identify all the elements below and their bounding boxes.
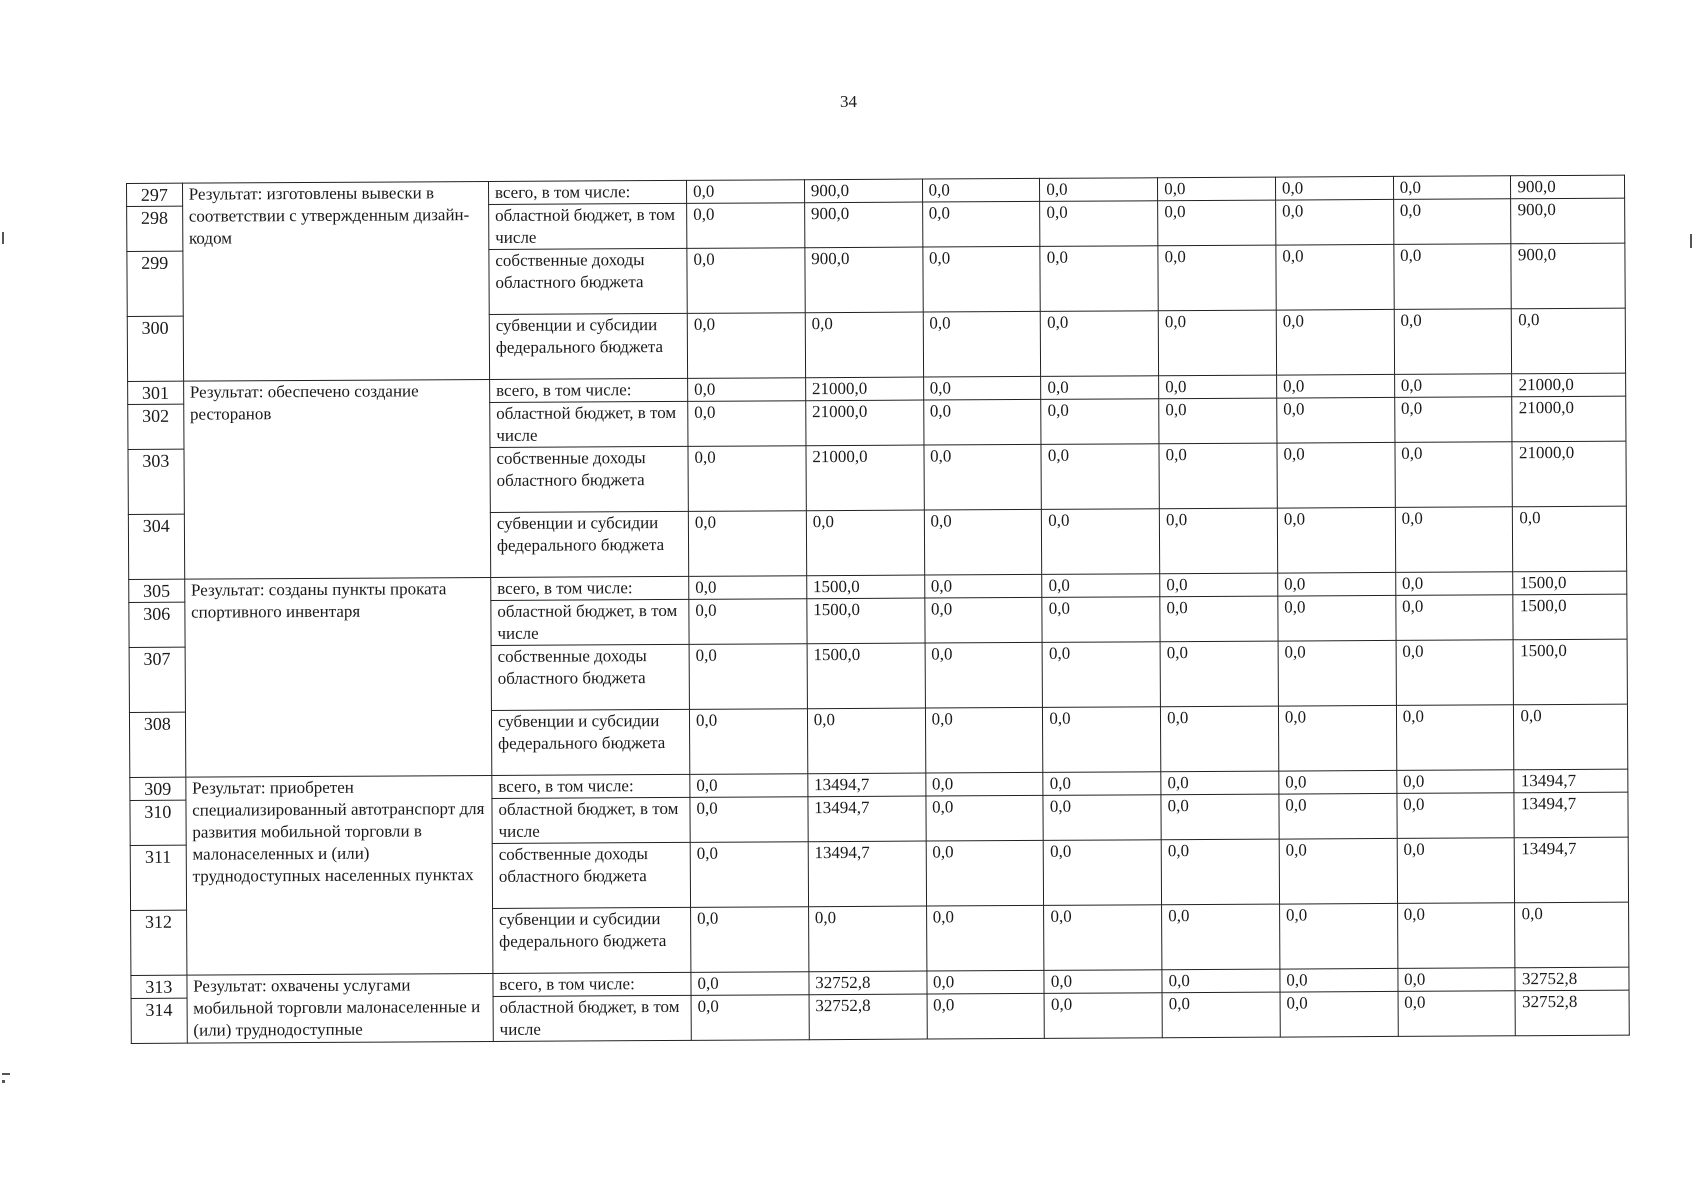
amount-cell: 0,0 bbox=[1397, 903, 1515, 969]
amount-cell: 21000,0 bbox=[1512, 373, 1626, 397]
amount-cell: 1500,0 bbox=[1513, 594, 1627, 640]
amount-cell: 0,0 bbox=[1277, 442, 1395, 508]
amount-cell: 32752,8 bbox=[1515, 967, 1629, 991]
row-number: 301 bbox=[128, 381, 184, 404]
amount-cell: 0,0 bbox=[807, 708, 925, 774]
amount-cell: 0,0 bbox=[1044, 840, 1162, 906]
amount-cell: 13494,7 bbox=[808, 841, 926, 907]
amount-cell: 0,0 bbox=[1396, 770, 1514, 794]
amount-cell: 0,0 bbox=[1161, 706, 1279, 772]
row-number: 310 bbox=[130, 800, 186, 845]
funding-source: всего, в том числе: bbox=[493, 972, 691, 996]
row-number: 298 bbox=[127, 206, 183, 251]
amount-cell: 32752,8 bbox=[809, 994, 927, 1040]
amount-cell: 0,0 bbox=[922, 246, 1040, 312]
page-number: 34 bbox=[840, 92, 857, 111]
amount-cell: 0,0 bbox=[926, 840, 1044, 906]
amount-cell: 0,0 bbox=[1159, 508, 1277, 574]
result-description: Результат: приобретен специализированный автотранспорт для развития мобильной торговли в малонаселенных и (или) труднодоступных населенных пунктах bbox=[185, 775, 492, 975]
scan-edge-mark bbox=[2, 1073, 10, 1075]
amount-cell: 0,0 bbox=[689, 709, 807, 775]
budget-table bbox=[126, 175, 1630, 1044]
amount-cell: 0,0 bbox=[925, 795, 1043, 841]
amount-cell: 0,0 bbox=[1040, 201, 1158, 247]
amount-cell: 0,0 bbox=[925, 707, 1043, 773]
amount-cell: 0,0 bbox=[1162, 992, 1280, 1038]
amount-cell: 0,0 bbox=[1280, 968, 1398, 992]
amount-cell: 0,0 bbox=[1278, 595, 1396, 641]
amount-cell: 0,0 bbox=[1515, 902, 1629, 968]
amount-cell: 1500,0 bbox=[1514, 639, 1628, 705]
amount-cell: 0,0 bbox=[1278, 640, 1396, 706]
amount-cell: 0,0 bbox=[1041, 444, 1159, 510]
amount-cell: 0,0 bbox=[691, 907, 809, 973]
amount-cell: 0,0 bbox=[1160, 573, 1278, 597]
result-description: Результат: изготовлены вывески в соответствии с утвержденным дизайн-кодом bbox=[182, 181, 489, 381]
amount-cell: 0,0 bbox=[1160, 596, 1278, 642]
amount-cell: 0,0 bbox=[690, 797, 808, 843]
amount-cell: 0,0 bbox=[688, 511, 806, 577]
amount-cell: 0,0 bbox=[1158, 200, 1276, 246]
amount-cell: 0,0 bbox=[1161, 771, 1279, 795]
funding-source: субвенции и субсидии федерального бюджета bbox=[489, 313, 687, 379]
amount-cell: 0,0 bbox=[1512, 308, 1626, 374]
amount-cell: 0,0 bbox=[687, 248, 805, 314]
amount-cell: 0,0 bbox=[1393, 199, 1511, 245]
result-description: Результат: обеспечено создание ресторанов bbox=[183, 379, 490, 579]
amount-cell: 0,0 bbox=[1396, 640, 1514, 706]
amount-cell: 0,0 bbox=[1041, 376, 1159, 400]
amount-cell: 21000,0 bbox=[1512, 396, 1626, 442]
amount-cell: 900,0 bbox=[804, 202, 922, 248]
funding-source: собственные доходы областного бюджета bbox=[492, 842, 690, 908]
amount-cell: 0,0 bbox=[1276, 199, 1394, 245]
amount-cell: 0,0 bbox=[805, 312, 923, 378]
funding-source: областной бюджет, в том числе bbox=[493, 995, 691, 1041]
amount-cell: 900,0 bbox=[805, 247, 923, 313]
amount-cell: 21000,0 bbox=[805, 377, 923, 401]
row-number: 307 bbox=[129, 647, 185, 712]
amount-cell: 0,0 bbox=[687, 203, 805, 249]
amount-cell: 0,0 bbox=[1043, 795, 1161, 841]
amount-cell: 0,0 bbox=[1277, 507, 1395, 573]
amount-cell: 0,0 bbox=[1394, 397, 1512, 443]
amount-cell: 0,0 bbox=[1280, 991, 1398, 1037]
amount-cell: 0,0 bbox=[690, 774, 808, 798]
amount-cell: 0,0 bbox=[1279, 770, 1397, 794]
row-number: 312 bbox=[131, 910, 187, 975]
row-number: 304 bbox=[128, 514, 184, 579]
amount-cell: 0,0 bbox=[924, 574, 1042, 598]
amount-cell: 0,0 bbox=[1162, 904, 1280, 970]
amount-cell: 0,0 bbox=[689, 644, 807, 710]
amount-cell: 0,0 bbox=[1393, 176, 1511, 200]
amount-cell: 0,0 bbox=[1042, 642, 1160, 708]
amount-cell: 0,0 bbox=[691, 972, 809, 996]
amount-cell: 0,0 bbox=[924, 444, 1042, 510]
scan-edge-mark bbox=[1690, 234, 1692, 248]
amount-cell: 0,0 bbox=[1276, 244, 1394, 310]
amount-cell: 1500,0 bbox=[806, 575, 924, 599]
amount-cell: 13494,7 bbox=[808, 796, 926, 842]
amount-cell: 0,0 bbox=[1394, 309, 1512, 375]
amount-cell: 0,0 bbox=[1276, 374, 1394, 398]
funding-source: областной бюджет, в том числе bbox=[492, 797, 690, 843]
amount-cell: 0,0 bbox=[1395, 572, 1513, 596]
amount-cell: 13494,7 bbox=[808, 773, 926, 797]
amount-cell: 0,0 bbox=[924, 597, 1042, 643]
amount-cell: 0,0 bbox=[808, 906, 926, 972]
row-number: 313 bbox=[131, 975, 187, 998]
row-number: 306 bbox=[129, 602, 185, 647]
amount-cell: 0,0 bbox=[1041, 399, 1159, 445]
amount-cell: 0,0 bbox=[1278, 705, 1396, 771]
amount-cell: 0,0 bbox=[924, 509, 1042, 575]
amount-cell: 0,0 bbox=[1395, 507, 1513, 573]
amount-cell: 0,0 bbox=[923, 311, 1041, 377]
amount-cell: 0,0 bbox=[1395, 595, 1513, 641]
amount-cell: 0,0 bbox=[1279, 903, 1397, 969]
amount-cell: 0,0 bbox=[687, 313, 805, 379]
amount-cell: 21000,0 bbox=[1512, 441, 1626, 507]
funding-source: областной бюджет, в том числе bbox=[491, 599, 689, 645]
amount-cell: 0,0 bbox=[688, 378, 806, 402]
amount-cell: 1500,0 bbox=[1513, 571, 1627, 595]
scan-edge-mark bbox=[2, 1080, 5, 1083]
funding-source: субвенции и субсидии федерального бюджета bbox=[492, 907, 690, 973]
amount-cell: 0,0 bbox=[1396, 705, 1514, 771]
amount-cell: 0,0 bbox=[1279, 838, 1397, 904]
amount-cell: 0,0 bbox=[1158, 245, 1276, 311]
funding-source: всего, в том числе: bbox=[490, 378, 688, 402]
amount-cell: 0,0 bbox=[1040, 178, 1158, 202]
amount-cell: 0,0 bbox=[925, 642, 1043, 708]
row-number: 297 bbox=[127, 183, 183, 206]
amount-cell: 0,0 bbox=[1158, 177, 1276, 201]
amount-cell: 0,0 bbox=[1042, 574, 1160, 598]
funding-source: областной бюджет, в том числе bbox=[489, 203, 687, 249]
amount-cell: 21000,0 bbox=[805, 400, 923, 446]
amount-cell: 0,0 bbox=[1160, 641, 1278, 707]
amount-cell: 0,0 bbox=[1394, 374, 1512, 398]
amount-cell: 13494,7 bbox=[1514, 769, 1628, 793]
amount-cell: 1500,0 bbox=[807, 643, 925, 709]
amount-cell: 0,0 bbox=[925, 772, 1043, 796]
amount-cell: 13494,7 bbox=[1515, 837, 1629, 903]
amount-cell: 13494,7 bbox=[1514, 792, 1628, 838]
funding-source: собственные доходы областного бюджета bbox=[490, 446, 688, 512]
amount-cell: 0,0 bbox=[1513, 506, 1627, 572]
row-number: 308 bbox=[129, 712, 185, 777]
amount-cell: 0,0 bbox=[1158, 310, 1276, 376]
amount-cell: 0,0 bbox=[923, 399, 1041, 445]
amount-cell: 32752,8 bbox=[809, 971, 927, 995]
amount-cell: 900,0 bbox=[1511, 198, 1625, 244]
amount-cell: 32752,8 bbox=[1515, 990, 1629, 1036]
amount-cell: 0,0 bbox=[1398, 968, 1516, 992]
amount-cell: 0,0 bbox=[686, 180, 804, 204]
amount-cell: 0,0 bbox=[1041, 311, 1159, 377]
budget-table-sheet bbox=[126, 175, 1630, 1044]
amount-cell: 0,0 bbox=[1043, 772, 1161, 796]
amount-cell: 0,0 bbox=[1159, 443, 1277, 509]
amount-cell: 0,0 bbox=[1159, 375, 1277, 399]
amount-cell: 0,0 bbox=[1044, 905, 1162, 971]
funding-source: собственные доходы областного бюджета bbox=[489, 248, 687, 314]
amount-cell: 0,0 bbox=[690, 842, 808, 908]
amount-cell: 0,0 bbox=[1044, 970, 1162, 994]
row-number: 311 bbox=[130, 845, 186, 910]
funding-source: всего, в том числе: bbox=[492, 774, 690, 798]
row-number: 303 bbox=[128, 449, 184, 514]
funding-source: областной бюджет, в том числе bbox=[490, 401, 688, 447]
amount-cell: 0,0 bbox=[1042, 597, 1160, 643]
row-number: 314 bbox=[131, 998, 187, 1043]
amount-cell: 0,0 bbox=[1042, 509, 1160, 575]
amount-cell: 900,0 bbox=[1511, 243, 1625, 309]
amount-cell: 0,0 bbox=[1043, 707, 1161, 773]
amount-cell: 0,0 bbox=[1279, 793, 1397, 839]
scan-edge-mark bbox=[2, 232, 4, 244]
amount-cell: 0,0 bbox=[927, 993, 1045, 1039]
amount-cell: 21000,0 bbox=[806, 445, 924, 511]
amount-cell: 0,0 bbox=[1040, 246, 1158, 312]
amount-cell: 0,0 bbox=[1161, 794, 1279, 840]
funding-source: всего, в том числе: bbox=[488, 180, 686, 204]
row-number: 305 bbox=[129, 579, 185, 602]
amount-cell: 0,0 bbox=[922, 178, 1040, 202]
amount-cell: 0,0 bbox=[1397, 838, 1515, 904]
amount-cell: 0,0 bbox=[688, 446, 806, 512]
table-body bbox=[127, 175, 1630, 1043]
row-number: 302 bbox=[128, 404, 184, 449]
amount-cell: 0,0 bbox=[1162, 969, 1280, 993]
amount-cell: 0,0 bbox=[1398, 991, 1516, 1037]
amount-cell: 0,0 bbox=[689, 599, 807, 645]
amount-cell: 0,0 bbox=[1395, 442, 1513, 508]
funding-source: всего, в том числе: bbox=[491, 576, 689, 600]
amount-cell: 0,0 bbox=[922, 201, 1040, 247]
amount-cell: 900,0 bbox=[1511, 175, 1625, 199]
amount-cell: 0,0 bbox=[926, 970, 1044, 994]
row-number: 300 bbox=[127, 316, 183, 381]
amount-cell: 0,0 bbox=[1394, 244, 1512, 310]
amount-cell: 0,0 bbox=[1278, 572, 1396, 596]
amount-cell: 0,0 bbox=[923, 376, 1041, 400]
amount-cell: 0,0 bbox=[1397, 793, 1515, 839]
amount-cell: 0,0 bbox=[1276, 309, 1394, 375]
amount-cell: 0,0 bbox=[688, 401, 806, 447]
amount-cell: 0,0 bbox=[689, 576, 807, 600]
amount-cell: 0,0 bbox=[926, 905, 1044, 971]
amount-cell: 0,0 bbox=[1044, 993, 1162, 1039]
amount-cell: 0,0 bbox=[806, 510, 924, 576]
funding-source: собственные доходы областного бюджета bbox=[491, 644, 689, 710]
amount-cell: 0,0 bbox=[1159, 398, 1277, 444]
funding-source: субвенции и субсидии федерального бюджета bbox=[490, 511, 688, 577]
funding-source: субвенции и субсидии федерального бюджета bbox=[491, 709, 689, 775]
amount-cell: 1500,0 bbox=[807, 598, 925, 644]
amount-cell: 0,0 bbox=[691, 995, 809, 1041]
row-number: 309 bbox=[130, 777, 186, 800]
amount-cell: 900,0 bbox=[804, 179, 922, 203]
amount-cell: 0,0 bbox=[1514, 704, 1628, 770]
amount-cell: 0,0 bbox=[1277, 397, 1395, 443]
row-number: 299 bbox=[127, 251, 183, 316]
amount-cell: 0,0 bbox=[1161, 839, 1279, 905]
result-description: Результат: охвачены услугами мобильной торговли малонаселенные и (или) труднодоступные bbox=[187, 973, 494, 1043]
result-description: Результат: созданы пункты проката спортивного инвентаря bbox=[184, 577, 491, 777]
amount-cell: 0,0 bbox=[1275, 176, 1393, 200]
